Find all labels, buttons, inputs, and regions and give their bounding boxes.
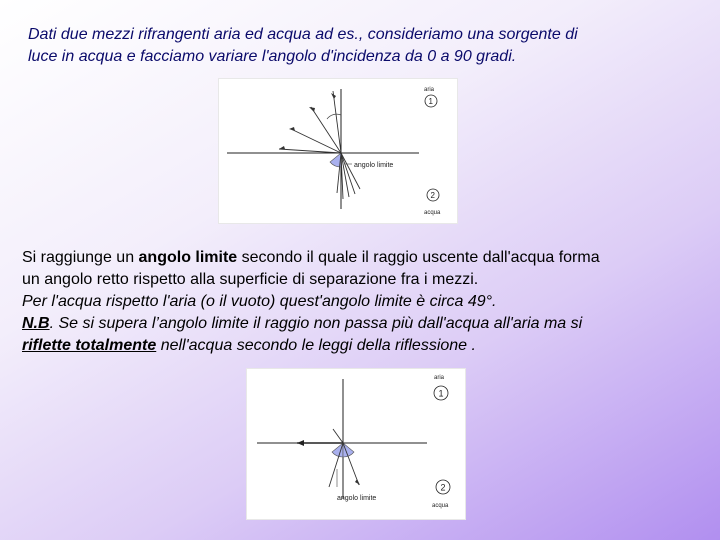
text-run: Si raggiunge un — [22, 249, 139, 266]
limit-angle-value: 49° — [467, 293, 493, 310]
medium-2-label: acqua — [424, 210, 441, 216]
paragraph-line-5 — [22, 335, 698, 357]
nb-label: N.B — [22, 315, 50, 332]
figure-total-reflection — [246, 368, 466, 520]
paragraph-line-1 — [22, 247, 698, 269]
angle-label: angolo limite — [354, 162, 394, 169]
medium-1-label: aria — [424, 87, 435, 93]
intro-text — [28, 24, 698, 68]
figure-refraction-rays — [218, 78, 458, 224]
medium-1-label: aria — [434, 375, 445, 381]
medium-1-number: 1 — [438, 388, 444, 399]
explanation-text — [22, 247, 698, 357]
incident-rays — [337, 153, 360, 199]
text-run: Per l'acqua rispetto l'aria (o il vuoto) quest'angolo limite è circa — [22, 293, 468, 310]
paragraph-line-4 — [22, 313, 698, 335]
medium-2-label: acqua — [432, 503, 449, 509]
limit-angle-sector — [332, 443, 343, 457]
limit-angle-sector — [330, 153, 341, 167]
ray-arrowheads — [279, 93, 336, 149]
term-riflette-totalmente: riflette totalmente — [22, 337, 157, 354]
term-angolo-limite: angolo limite — [138, 249, 238, 266]
text-run: nell'acqua secondo le leggi della riflessione . — [156, 337, 476, 354]
paragraph-line-2: un angolo retto rispetto alla superficie di separazione fra i mezzi. — [22, 271, 479, 288]
medium-2-number: 2 — [440, 482, 446, 493]
reflection-angle-sector — [343, 443, 354, 457]
grazing-ray-arrow — [297, 440, 304, 446]
angle-label: angolo limite — [337, 495, 377, 502]
angle-arc-top — [327, 114, 341, 119]
intro-line-2: luce in acqua e facciamo variare l'angolo d'incidenza da 0 a 90 gradi. — [28, 48, 517, 65]
reflection-diagram — [247, 369, 465, 519]
refracted-rays — [279, 91, 341, 153]
medium-1-number: 1 — [428, 97, 433, 106]
intro-line-1: Dati due mezzi rifrangenti aria ed acqua ad es., consideriamo una sorgente di — [28, 26, 578, 43]
text-run: . — [492, 293, 497, 310]
text-run: . Se si supera l’angolo limite il raggio non passa più dall'acqua all'aria ma si — [49, 315, 583, 332]
rays — [329, 429, 359, 487]
refraction-diagram — [219, 79, 457, 223]
medium-2-number: 2 — [430, 191, 435, 200]
paragraph-line-3 — [22, 291, 698, 313]
text-run: secondo il quale il raggio uscente dall'acqua forma — [237, 249, 600, 266]
